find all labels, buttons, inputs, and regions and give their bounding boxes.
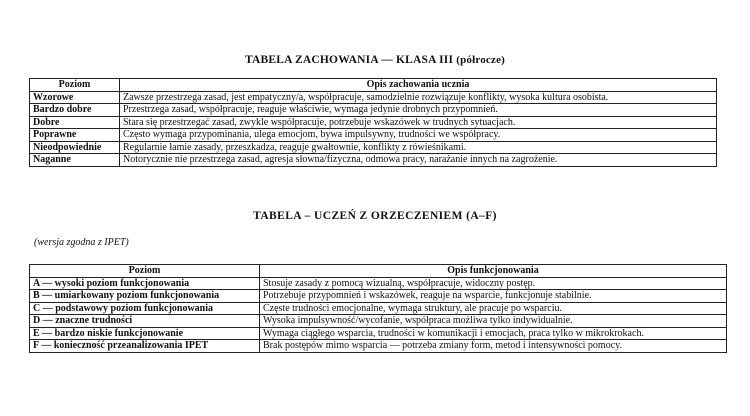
table2-title: TABELA – UCZEŃ Z ORZECZENIEM (A–F): [253, 210, 497, 222]
description-cell: Przestrzega zasad, współpracuje, reaguje właściwie, wymaga jedynie drobnych przypomnień.: [120, 104, 717, 117]
description-cell: Potrzebuje przypomnień i wskazówek, reaguje na wsparcie, funkcjonuje stabilnie.: [260, 290, 727, 303]
level-cell: D — znaczne trudności: [30, 315, 260, 328]
description-cell: Wymaga ciągłego wsparcia, trudności w komunikacji i emocjach, praca tylko w mikrokrokach.: [260, 327, 727, 340]
description-cell: Regularnie łamie zasady, przeszkadza, reaguje gwałtownie, konflikty z rówieśnikami.: [120, 141, 717, 154]
level-cell: Dobre: [30, 116, 120, 129]
description-cell: Częste trudności emocjonalne, wymaga struktury, ale pracuje po wsparciu.: [260, 302, 727, 315]
level-cell: C — podstawowy poziom funkcjonowania: [30, 302, 260, 315]
description-cell: Często wymaga przypominania, ulega emocjom, bywa impulsywny, trudności we współpracy.: [120, 129, 717, 142]
column-header-description: Opis zachowania ucznia: [120, 79, 717, 92]
functioning-table: [29, 264, 727, 353]
table-row: [30, 327, 727, 340]
behavior-table: [29, 78, 717, 167]
table-row: [30, 340, 727, 353]
table-header-row: [30, 79, 717, 92]
level-cell: E — bardzo niskie funkcjonowanie: [30, 327, 260, 340]
table-row: [30, 129, 717, 142]
level-cell: B — umiarkowany poziom funkcjonowania: [30, 290, 260, 303]
level-cell: F — konieczność przeanalizowania IPET: [30, 340, 260, 353]
level-cell: A — wysoki poziom funkcjonowania: [30, 277, 260, 290]
description-cell: Wysoka impulsywność/wycofanie, współpraca możliwa tylko indywidualnie.: [260, 315, 727, 328]
description-cell: Stosuje zasady z pomocą wizualną, współpracuje, widoczny postęp.: [260, 277, 727, 290]
level-cell: Bardzo dobre: [30, 104, 120, 117]
level-cell: Poprawne: [30, 129, 120, 142]
column-header-level: Poziom: [30, 79, 120, 92]
table-row: [30, 116, 717, 129]
level-cell: Wzorowe: [30, 91, 120, 104]
description-cell: Notorycznie nie przestrzega zasad, agresja słowna/fizyczna, odmowa pracy, narażanie innych na zagrożenie.: [120, 154, 717, 167]
table1-title-sub: (półrocze): [456, 54, 506, 66]
description-cell: Brak postępów mimo wsparcia — potrzeba zmiany form, metod i intensywności pomocy.: [260, 340, 727, 353]
level-cell: Naganne: [30, 154, 120, 167]
table-row: [30, 302, 727, 315]
table-row: [30, 277, 727, 290]
table-row: [30, 315, 727, 328]
table-row: [30, 104, 717, 117]
description-cell: Stara się przestrzegać zasad, zwykle współpracuje, potrzebuje wskazówek w trudnych sytuacjach.: [120, 116, 717, 129]
description-cell: Zawsze przestrzega zasad, jest empatyczny/a, współpracuje, samodzielnie rozwiązuje konflikty, wysoka kultura osobista.: [120, 91, 717, 104]
table-row: [30, 141, 717, 154]
table1-title-main: TABELA ZACHOWANIA — KLASA III: [244, 54, 454, 66]
level-cell: Nieodpowiednie: [30, 141, 120, 154]
table1-title: [0, 53, 750, 67]
ipet-note: (wersja zgodna z IPET): [34, 237, 129, 248]
table-row: [30, 154, 717, 167]
table-row: [30, 91, 717, 104]
table-row: [30, 290, 727, 303]
column-header-level: Poziom: [30, 265, 260, 278]
column-header-description: Opis funkcjonowania: [260, 265, 727, 278]
table-header-row: [30, 265, 727, 278]
